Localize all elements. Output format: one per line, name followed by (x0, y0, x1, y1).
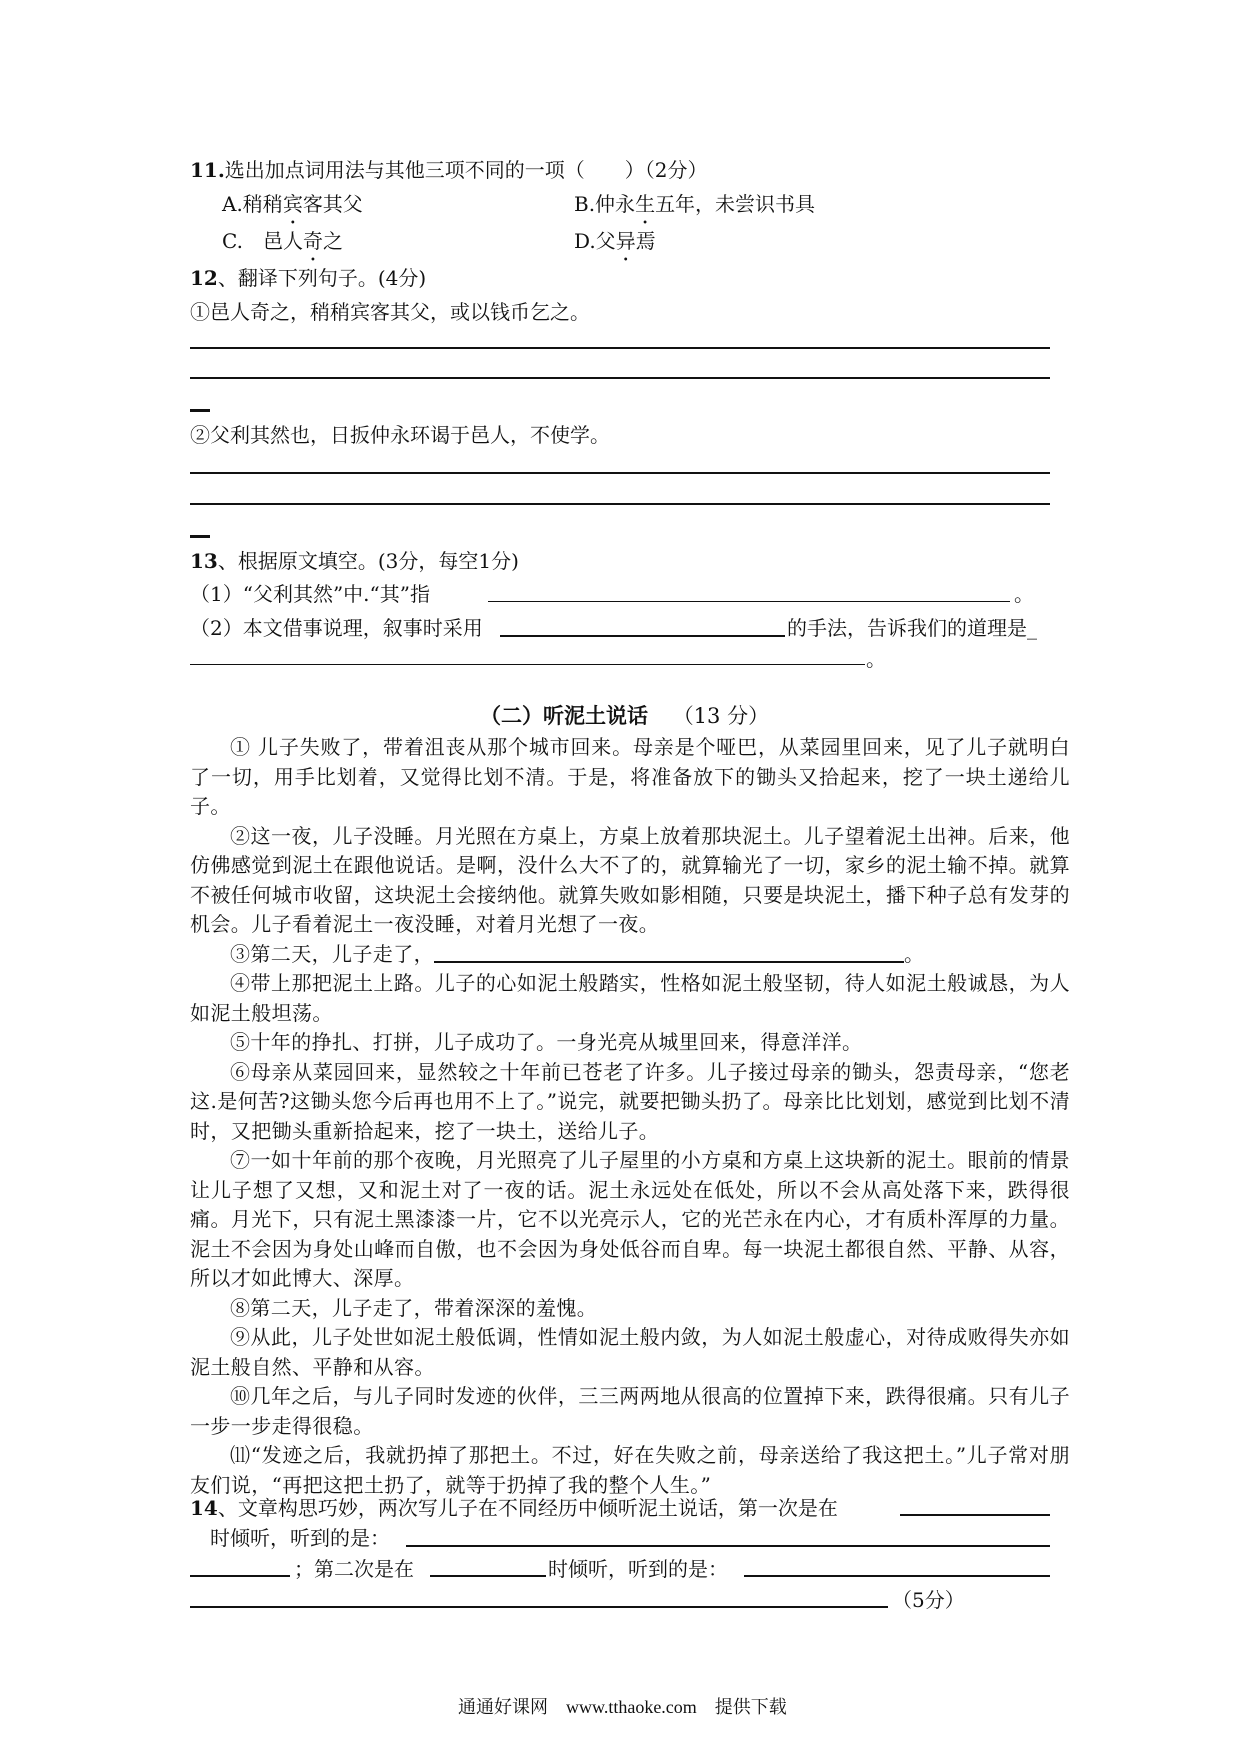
q12-answer-line-5[interactable] (190, 503, 1050, 505)
q14-blank-4[interactable] (430, 1575, 546, 1577)
q14-blank-1[interactable] (900, 1514, 1050, 1516)
q13-item-1: （1）“父利其然”中.“其”指 (190, 582, 430, 606)
q14-text: 、文章构思巧妙，两次写儿子在不同经历中倾听泥土说话，第一次是在 (217, 1496, 838, 1520)
passage-paragraph-7: ⑦一如十年前的那个夜晚，月光照亮了儿子屋里的小方桌和方桌上这块新的泥土。眼前的情景让儿子想了又想，又和泥土对了一夜的话。泥土永远处在低处，所以不会从高处落下来，跌得很痛。月光下，只有泥土黑漆漆一片，它不以光亮示人，它的光芒永在内心，才有质朴浑厚的力量。泥土不会因为身处山峰而自傲，也不会因为身处低谷而自卑。每一块泥土都很自然、平静、从容，所以才如此博大、深厚。 (190, 1148, 1070, 1290)
passage-paragraph-6: ⑥母亲从菜园回来，显然较之十年前已苍老了许多。儿子接过母亲的锄头，怨责母亲，“您老这.是何苦?这锄头您今后再也用不上了。”说完，就要把锄头扔了。母亲比比划划，感觉到比划不清时，又把锄头重新拾起来，挖了一块土，送给儿子。 (190, 1059, 1070, 1143)
q13-item-2-end: 。 (866, 647, 886, 671)
q12-sentence-2: ②父利其然也，日扳仲永环谒于邑人，不使学。 (190, 423, 610, 447)
section-points: （13 分） (672, 704, 770, 728)
q12-number: 12 (190, 266, 218, 290)
q12-answer-line-6[interactable] (190, 535, 210, 538)
q12-text: 、翻译下列句子。(4分) (217, 266, 427, 290)
q13-text: 、根据原文填空。(3分，每空1分) (217, 549, 519, 573)
q11-option-b: B.仲永生五年，未尝识书具 (574, 192, 816, 216)
q14-line-2: 时倾听，听到的是： (210, 1526, 390, 1550)
passage-paragraph-3 (190, 940, 1070, 970)
section-title (480, 700, 769, 730)
q11-text: 选出加点词用法与其他三项不同的一项（ ）（2分） (224, 158, 708, 182)
passage-paragraph-1: ① 儿子失败了，带着沮丧从那个城市回来。母亲是个哑巴，从菜园里回来，见了儿子就明白了一切，用手比划着，又觉得比划不清。于是，将准备放下的锄头又拾起来，挖了一块土递给儿子。 (190, 735, 1070, 818)
q14-number: 14 (190, 1496, 218, 1520)
passage-paragraph-8: ⑧第二天，儿子走了，带着深深的羞愧。 (230, 1295, 598, 1320)
q14-stem (190, 1492, 838, 1521)
q14-blank-5[interactable] (744, 1575, 1050, 1577)
q14-blank-6[interactable] (190, 1606, 888, 1608)
section-title-text: （二）听泥土说话 (480, 703, 648, 728)
passage-p3-end: 。 (904, 941, 925, 966)
q11-number: 11. (190, 158, 225, 182)
q13-item-1-end: 。 (1014, 582, 1034, 606)
q14-points: （5分） (892, 1588, 965, 1612)
q12-answer-line-1[interactable] (190, 347, 1050, 349)
passage-paragraph-2: ②这一夜，儿子没睡。月光照在方桌上，方桌上放着那块泥土。儿子望着泥土出神。后来，他仿佛感觉到泥土在跟他说话。是啊，没什么大不了的，就算输光了一切，家乡的泥土输不掉。就算不被任何城市收留，这块泥土会接纳他。就算失败如影相随，只要是块泥土，播下种子总有发芽的机会。儿子看着泥土一夜没睡，对着月光想了一夜。 (190, 823, 1070, 936)
q13-blank-1[interactable] (488, 601, 1010, 602)
passage-paragraph-4: ④带上那把泥土上路。儿子的心如泥土般踏实，性格如泥土般坚韧，待人如泥土般诚恳，为人如泥土般坦荡。 (190, 971, 1070, 1025)
q14-line-3a: ；第二次是在 (294, 1557, 414, 1581)
passage-p3-blank[interactable] (434, 941, 904, 963)
passage-paragraph-11: ⑾“发迹之后，我就扔掉了那把土。不过，好在失败之前，母亲送给了我这把土。”儿子常对朋友们说，“再把这把土扔了，就等于扔掉了我的整个人生。” (190, 1443, 1070, 1497)
q13-item-2-mid: 的手法，告诉我们的道理是_ (787, 616, 1037, 640)
q14-blank-3[interactable] (190, 1575, 290, 1577)
q13-stem (190, 545, 519, 574)
passage (190, 733, 1070, 1500)
q12-answer-line-4[interactable] (190, 472, 1050, 474)
q11-stem (190, 154, 708, 183)
q12-sentence-1: ①邑人奇之，稍稍宾客其父，或以钱币乞之。 (190, 300, 590, 324)
q14-line-3b: 时倾听，听到的是： (548, 1557, 728, 1581)
q12-answer-line-2[interactable] (190, 377, 1050, 379)
passage-p3-text: ③第二天，儿子走了， (230, 941, 434, 966)
q13-item-2: （2）本文借事说理，叙事时采用 (190, 616, 483, 640)
passage-paragraph-10: ⑩几年之后，与儿子同时发迹的伙伴，三三两两地从很高的位置掉下来，跌得很痛。只有儿子一步一步走得很稳。 (190, 1384, 1070, 1438)
passage-paragraph-5: ⑤十年的挣扎、打拼，儿子成功了。一身光亮从城里回来，得意洋洋。 (230, 1030, 863, 1054)
q12-stem (190, 262, 426, 291)
q11-option-c: C. 邑人奇之 (222, 229, 343, 253)
q14-blank-2[interactable] (406, 1545, 1050, 1547)
passage-paragraph-9: ⑨从此，儿子处世如泥土般低调，性情如泥土般内敛，为人如泥土般虚心，对待成败得失亦如泥土般自然、平静和从容。 (190, 1325, 1070, 1379)
q11-option-a: A.稍稍宾客其父 (222, 192, 363, 216)
q13-blank-3[interactable] (190, 664, 865, 665)
q13-blank-2[interactable] (500, 635, 785, 637)
page-footer: 通通好课网 www.tthaoke.com 提供下载 (458, 1697, 787, 1717)
q12-answer-line-3[interactable] (190, 409, 210, 412)
q11-option-d: D.父异焉 (574, 229, 656, 253)
q13-number: 13 (190, 549, 218, 573)
